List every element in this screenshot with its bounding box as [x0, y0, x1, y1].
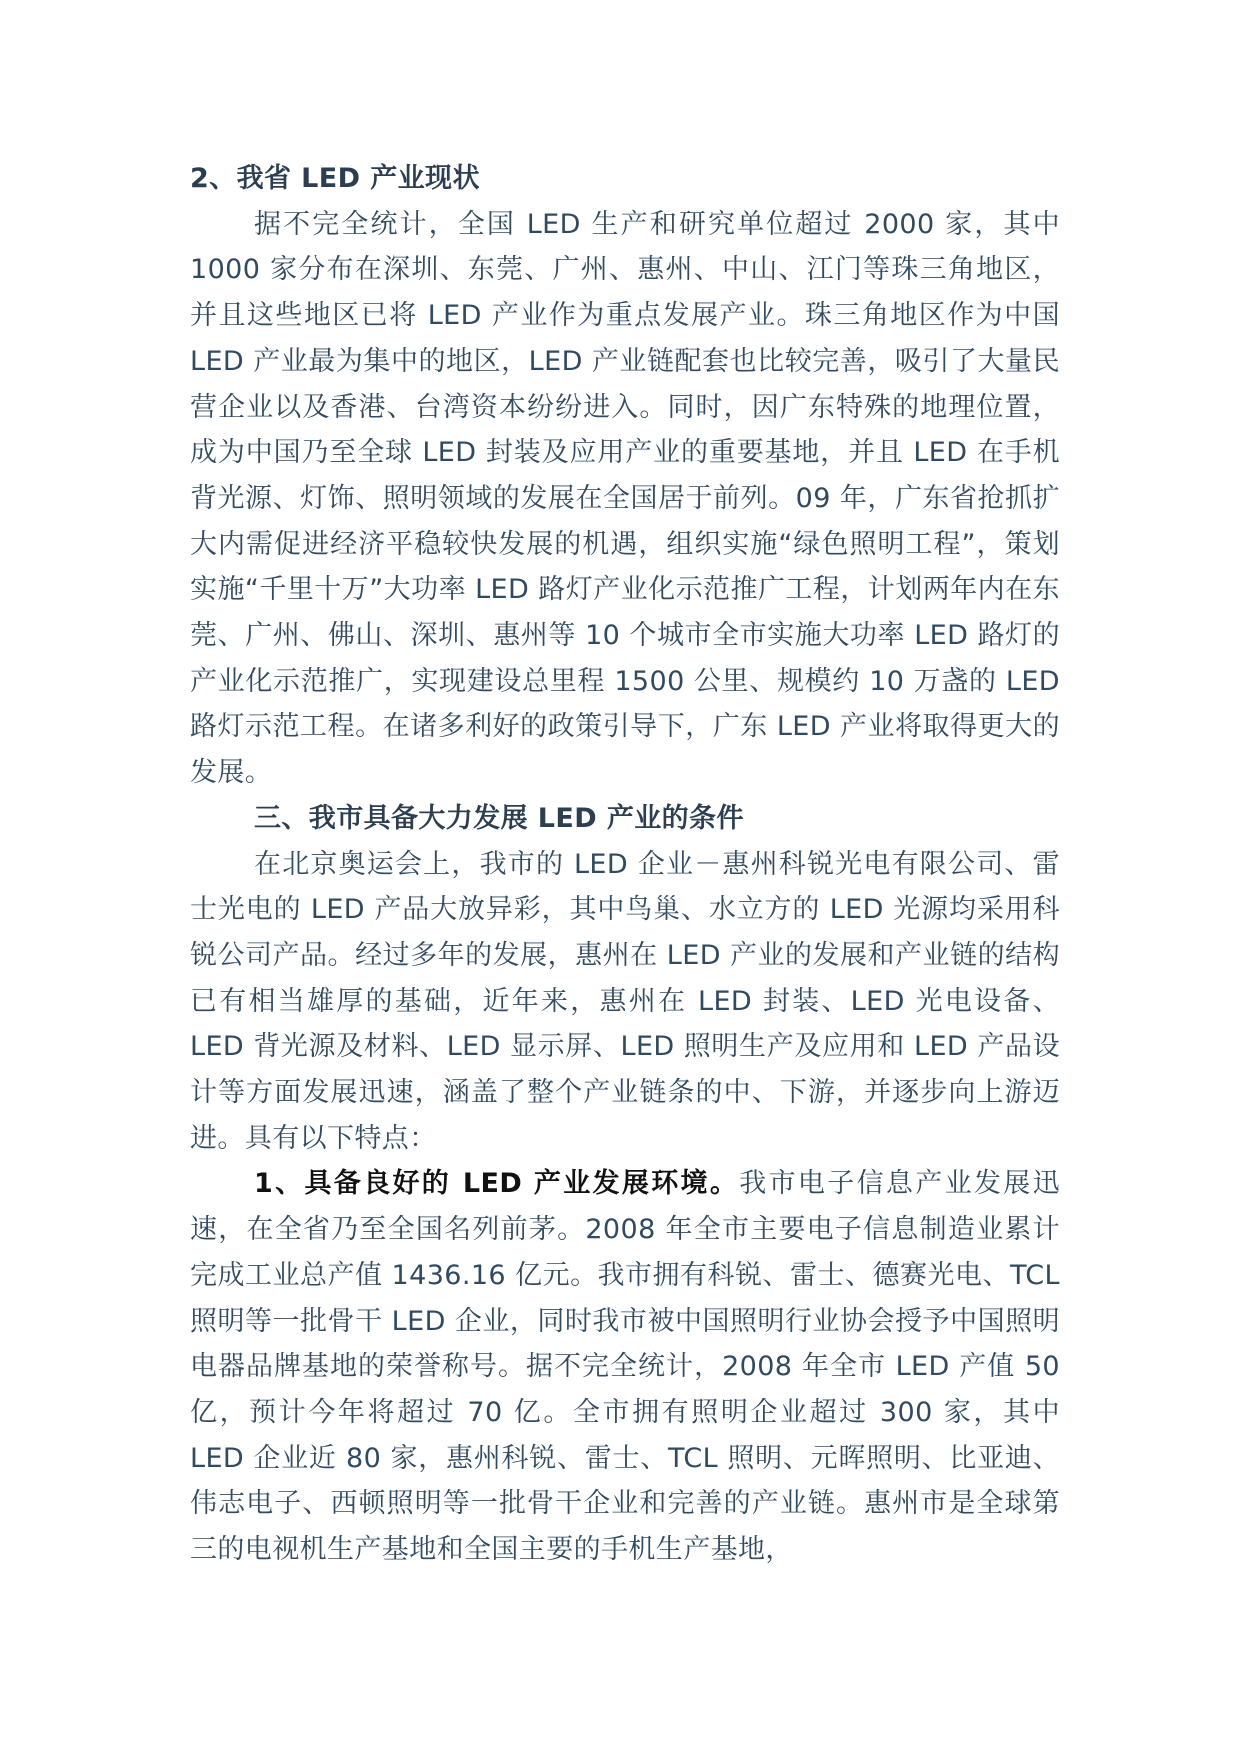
- section-heading-city-conditions: 三、我市具备大力发展 LED 产业的条件: [254, 802, 744, 834]
- feature-1-lead: 1、具备良好的 LED 产业发展环境。: [254, 1168, 740, 1200]
- document-page: [190, 156, 1060, 1573]
- feature-1-body: 我市电子信息产业发展迅速，在全省乃至全国名列前茅。2008 年全市主要电子信息制造业累计完成工业总产值 1436.16 亿元。我市拥有科锐、雷士、德赛光电、TCL 照明等一批骨干 LED 企业，同时我市被中国照明行业协会授予中国照明电器品牌基地的荣誉称号。据不完全统计，2008 年全市 LED 产值 50 亿，预计今年将超过 70 亿。全市拥有照明企业超过 300 家，其中 LED 企业近 80 家，惠州科锐、雷士、TCL 照明、元晖照明、比亚迪、伟志电子、西顿照明等一批骨干企业和完善的产业链。惠州市是全球第三的电视机生产基地和全国主要的手机生产基地，: [190, 1168, 1060, 1566]
- section-heading-provincial-status: 2、我省 LED 产业现状: [190, 163, 480, 194]
- paragraph-feature-1: [190, 1161, 1060, 1572]
- paragraph-city-conditions: 在北京奥运会上，我市的 LED 企业－惠州科锐光电有限公司、雷士光电的 LED 产品大放异彩，其中鸟巢、水立方的 LED 光源均采用科锐公司产品。经过多年的发展，惠州在 LED 产业的发展和产业链的结构已有相当雄厚的基础，近年来，惠州在 LED 封装、LED 光电设备、LED 背光源及材料、LED 显示屏、LED 照明生产及应用和 LED 产品设计等方面发展迅速，涵盖了整个产业链条的中、下游，并逐步向上游迈进。具有以下特点：: [190, 848, 1060, 1154]
- paragraph-provincial-status: 据不完全统计，全国 LED 生产和研究单位超过 2000 家，其中 1000 家分布在深圳、东莞、广州、惠州、中山、江门等珠三角地区，并且这些地区已将 LED 产业作为重点发展产业。珠三角地区作为中国 LED 产业最为集中的地区，LED 产业链配套也比较完善，吸引了大量民营企业以及香港、台湾资本纷纷进入。同时，因广东特殊的地理位置，成为中国乃至全球 LED 封装及应用产业的重要基地，并且 LED 在手机背光源、灯饰、照明领域的发展在全国居于前列。09 年，广东省抢抓扩大内需促进经济平稳较快发展的机遇，组织实施“绿色照明工程”，策划实施“千里十万”大功率 LED 路灯产业化示范推广工程，计划两年内在东莞、广州、佛山、深圳、惠州等 10 个城市全市实施大功率 LED 路灯的产业化示范推广，实现建设总里程 1500 公里、规模约 10 万盏的 LED 路灯示范工程。在诸多利好的政策引导下，广东 LED 产业将取得更大的发展。: [190, 208, 1060, 789]
